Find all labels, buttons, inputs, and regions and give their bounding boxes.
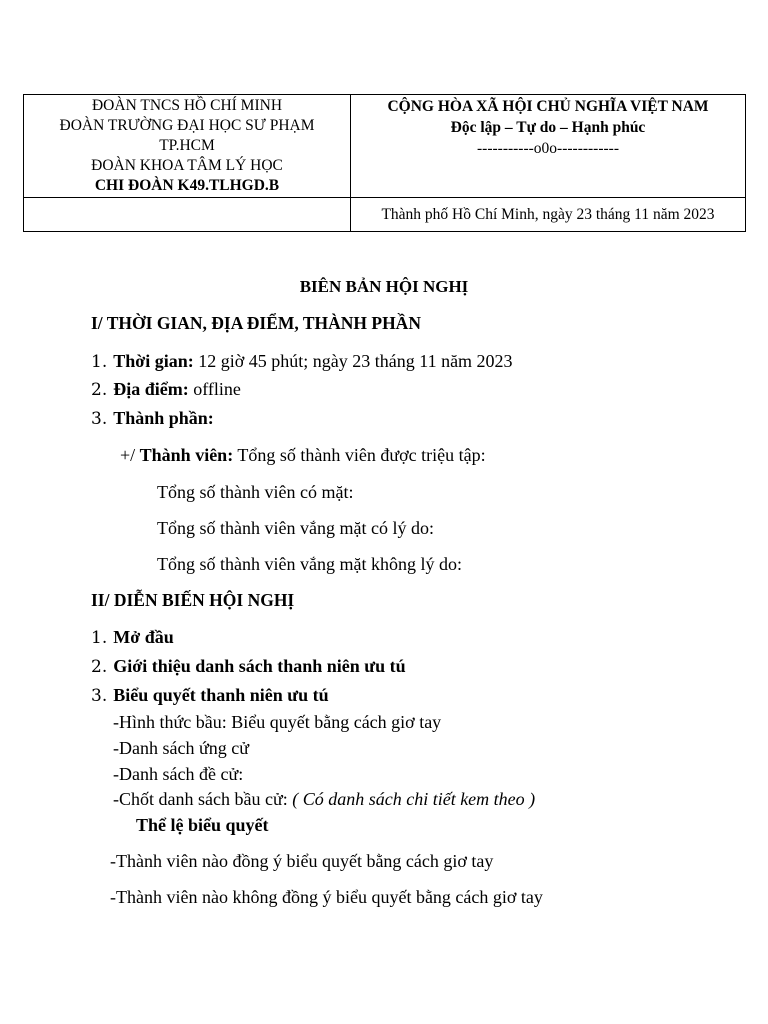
section-2-item-1 [91, 626, 174, 649]
item-label: Thời gian: [113, 351, 194, 371]
country-name: CỘNG HÒA XÃ HỘI CHỦ NGHĨA VIỆT NAM [387, 98, 709, 115]
organization-block [24, 95, 351, 198]
member-prefix: +/ [120, 445, 140, 465]
empty-cell [24, 198, 351, 232]
section-2-heading: II/ DIỄN BIẾN HỘI NGHỊ [91, 590, 295, 610]
final-list-line [113, 788, 535, 810]
motto-divider: -----------o0o------------ [477, 140, 619, 157]
item-label: Địa điểm: [113, 379, 189, 399]
date-line: Thành phố Hồ Chí Minh, ngày 23 tháng 11 năm 2023 [351, 198, 746, 232]
item-label: Biểu quyết thanh niên ưu tú [113, 685, 329, 705]
section-1-item-3 [91, 407, 214, 430]
national-motto-block [351, 95, 746, 198]
item-number: 1. [91, 352, 108, 372]
org-line-3: TP.HCM [159, 137, 215, 154]
item-number: 2. [91, 380, 108, 400]
final-list-text: -Chốt danh sách bầu cử: [113, 789, 293, 809]
members-absent-no-reason-line: Tổng số thành viên vắng mặt không lý do: [157, 554, 462, 574]
org-line-4: ĐOÀN KHOA TÂM LÝ HỌC [91, 157, 283, 174]
member-label: Thành viên: [139, 445, 234, 465]
voting-rules-heading [136, 814, 269, 836]
section-1-item-1 [91, 350, 513, 373]
section-1-heading: I/ THỜI GIAN, ĐỊA ĐIỂM, THÀNH PHẦN [91, 313, 421, 333]
section-2-item-3 [91, 684, 329, 707]
item-number: 2. [91, 657, 108, 677]
org-line-5: CHI ĐOÀN K49.TLHGD.B [94, 177, 280, 194]
voting-rules-label: Thể lệ biểu quyết [136, 815, 269, 835]
rule-disagree-line: -Thành viên nào không đồng ý biểu quyết bằng cách giơ tay [110, 887, 543, 907]
item-value: 12 giờ 45 phút; ngày 23 tháng 11 năm 2023 [193, 351, 513, 371]
item-number: 3. [91, 686, 108, 706]
item-number: 3. [91, 409, 108, 429]
section-1-item-2 [91, 378, 241, 401]
org-line-1: ĐOÀN TNCS HỒ CHÍ MINH [91, 97, 283, 114]
member-total-text: Tổng số thành viên được triệu tập: [233, 445, 486, 465]
candidate-list-line: -Danh sách ứng cử [113, 738, 249, 758]
item-label: Mở đầu [113, 627, 174, 647]
item-label: Giới thiệu danh sách thanh niên ưu tú [113, 656, 406, 676]
motto: Độc lập – Tự do – Hạnh phúc [450, 119, 646, 136]
members-present-line: Tổng số thành viên có mặt: [157, 482, 354, 502]
final-list-note: ( Có danh sách chi tiết kem theo ) [292, 789, 536, 809]
item-number: 1. [91, 628, 108, 648]
member-total-line [120, 444, 486, 466]
document-title: BIÊN BẢN HỘI NGHỊ [299, 277, 469, 296]
nominee-list-line: -Danh sách đề cử: [113, 764, 244, 784]
org-line-2: ĐOÀN TRƯỜNG ĐẠI HỌC SƯ PHẠM [59, 117, 315, 134]
section-2-item-2 [91, 655, 406, 678]
item-value: offline [188, 379, 241, 399]
header-table [23, 94, 746, 232]
members-absent-reason-line: Tổng số thành viên vắng mặt có lý do: [157, 518, 434, 538]
voting-method-line: -Hình thức bầu: Biểu quyết bằng cách giơ tay [113, 712, 442, 732]
item-label: Thành phần: [113, 408, 214, 428]
rule-agree-line: -Thành viên nào đồng ý biểu quyết bằng cách giơ tay [110, 851, 494, 871]
